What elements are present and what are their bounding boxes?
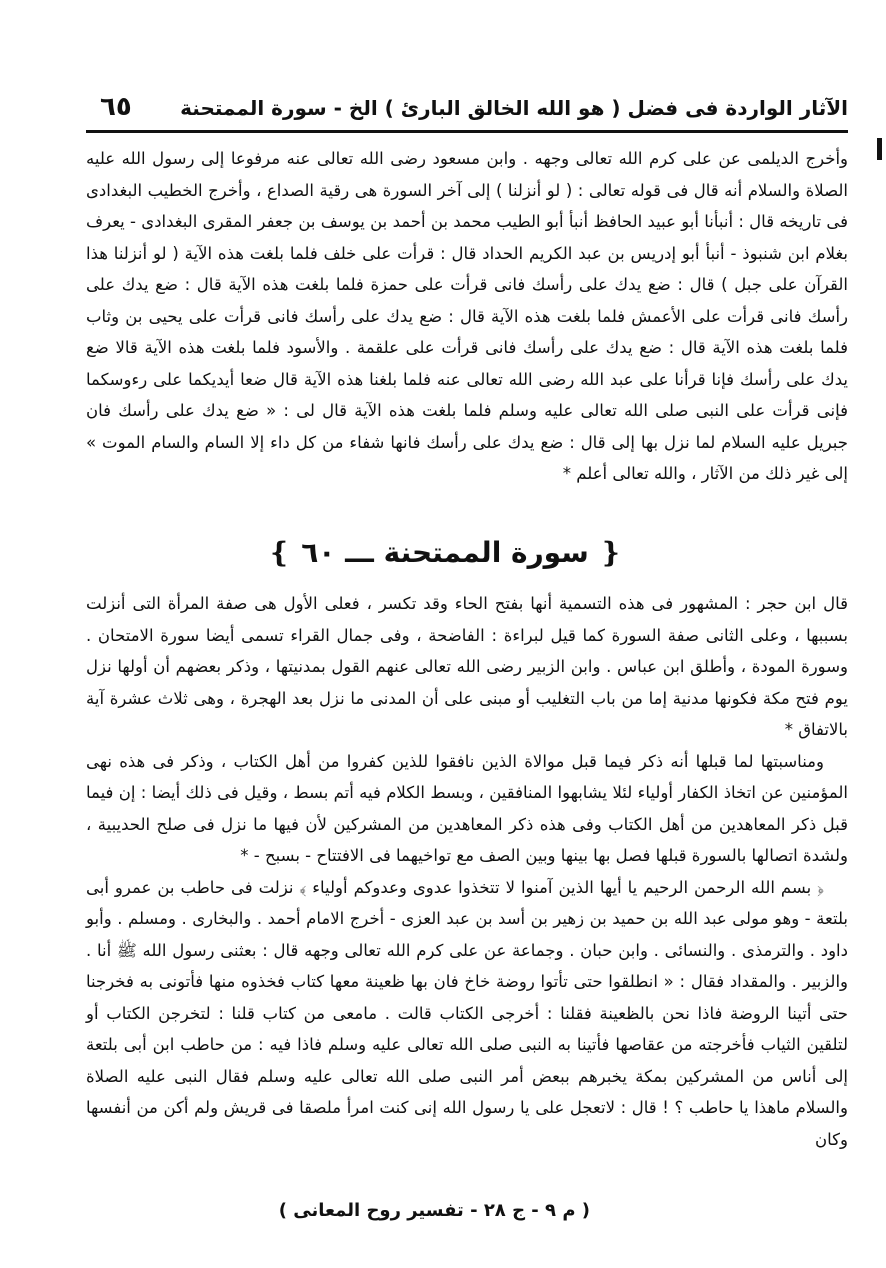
paragraph-athar: وأخرج الديلمى عن على كرم الله تعالى وجهه . وابن مسعود رضى الله تعالى عنه مرفوعا إلى رسول الله عليه الصلاة والسلام أنه قال فى قوله تعالى : ( لو أنزلنا ) إلى آخر السورة هى رقية الصداع ، وأخرج الخطيب البغدادى فى تاريخه قال : أنبأنا أبو عبيد الحافظ أنبأ أبو الطيب محمد بن أحمد بن يوسف بن جعفر المقرى البغدادى - يعرف بغلام ابن شنبوذ - أنبأ أبو إدريس بن عبد الكريم الحداد قال : قرأت على خلف فلما بلغت هذه الآية ( لو أنزلنا هذا القرآن على جبل ) قال : ضع يدك على رأسك فانى قرأت على حمزة فلما بلغت هذه الآية قال : ضع يدك على رأسك فانى قرأت على الأعمش فلما بلغت هذه الآية قال : ضع يدك على رأسك فانى قرأت على يحيى بن وثاب فلما بلغت هذه الآية قال : ضع يدك على رأسك فانى قرأت على علقمة . والأسود فلما بلغت هذه الآية قالا ضع يدك على رأسك فإنا قرأنا على عبد الله رضى الله تعالى عنه فلما بلغنا هذه الآية قال ضعا أيديكما على رءوسكما فإنى قرأت على النبى صلى الله تعالى عليه وسلم فلما بلغت هذه الآية قال لى : « ضع يدك على رأسك فان جبريل عليه السلام لما نزل بها إلى قال : ضع يدك على رأسك فانها شفاء من كل داء إلا السام والسام الموت » إلى غير ذلك من الآثار ، والله تعالى أعلم * xyxy=(86,149,848,483)
surah-title-banner xyxy=(267,528,623,578)
paragraph-relation: ومناسبتها لما قبلها أنه ذكر فيما قبل موالاة الذين نافقوا للذين كفروا من أهل الكتاب ، وذكر فى هذه نهى المؤمنين عن اتخاذ الكفار أولياء لئلا يشابهوا المنافقين ، وبسط الكلام فيه أتم بسط ، وقيل فى ذلك أيضا : إن فيما قبل ذكر المعاهدين من أهل الكتاب وفى هذه ذكر المعاهدين من المشركين لأن فيها ما نزل فى صلح الحديبية ، ولشدة اتصالها بالسورة قبلها فصل بها بينها وبين الصف مع تواخيهما فى الافتتاح - بسبح - * xyxy=(86,751,848,865)
page-number: ٦٥ xyxy=(100,92,132,122)
ornament-bracket-right-icon: ❴ xyxy=(598,536,623,569)
top-text-block xyxy=(86,143,848,490)
margin-mark xyxy=(877,138,882,160)
running-head: الآثار الواردة فى فضل ( هو الله الخالق البارئ ) الخ - سورة الممتحنة xyxy=(180,96,848,120)
ornament-bracket-left-icon: ❵ xyxy=(267,536,292,569)
page-header xyxy=(86,90,848,130)
paragraph-naming: قال ابن حجر : المشهور فى هذه التسمية أنها بفتح الحاء وقد تكسر ، فعلى الأول هى صفة المرأة التى أنزلت بسببها ، وعلى الثانى صفة السورة كما قيل لبراءة : الفاضحة ، وفى جمال القراء تسمى أيضا سورة الامتحان . وسورة المودة ، وأطلق ابن عباس . وابن الزبير رضى الله تعالى عنهم القول بمدنيتها ، وذكر بعضهم أن أولها نزل يوم فتح مكة فكونها مدنية إما من باب التغليب أو مبنى على أن المدنى ما نزل بعد الهجرة ، وهى ثلاث عشرة آية بالاتفاق * xyxy=(86,594,848,739)
paragraph-verse-1: ﴿ بسم الله الرحمن الرحيم يا أيها الذين آمنوا لا تتخذوا عدوى وعدوكم أولياء ﴾ نزلت فى حاطب بن عمرو أبى بلتعة - وهو مولى عبد الله بن حميد بن زهير بن أسد بن عبد العزى - أخرج الامام أحمد . والبخارى . ومسلم . وأبو داود . والترمذى . والنسائى . وابن حبان . وجماعة عن على كرم الله تعالى وجهه قال : بعثنى رسول الله ﷺ أنا . والزبير . والمقداد فقال : « انطلقوا حتى تأتوا روضة خاخ فان بها ظعينة معها كتاب فخذوه منها فأتونى به فخرجنا حتى أتينا الروضة فاذا نحن بالظعينة فقلنا : أخرجى الكتاب قالت . مامعى من كتاب قلنا : لتخرجن الكتاب أو لتلقين الثياب فأخرجته من عقاصها فأتينا به النبى صلى الله تعالى عليه وسلم فاذا فيه : من حاطب ابن أبى بلتعة إلى أناس من المشركين بمكة يخبرهم ببعض أمر النبى صلى الله تعالى عليه وسلم فقال النبى عليه الصلاة والسلام ماهذا يا حاطب ؟ ! قال : لاتعجل على يا رسول الله إنى كنت امرأ ملصقا فى قريش ولم أكن من أنفسها وكان xyxy=(86,877,848,1149)
header-rule xyxy=(86,130,848,133)
bottom-text-block xyxy=(86,588,848,1155)
signature-mark: ( م ٩ - ج ٢٨ - تفسير روح المعانى ) xyxy=(278,1200,590,1221)
surah-title: سورة الممتحنة ـــ ٦٠ xyxy=(301,536,589,569)
